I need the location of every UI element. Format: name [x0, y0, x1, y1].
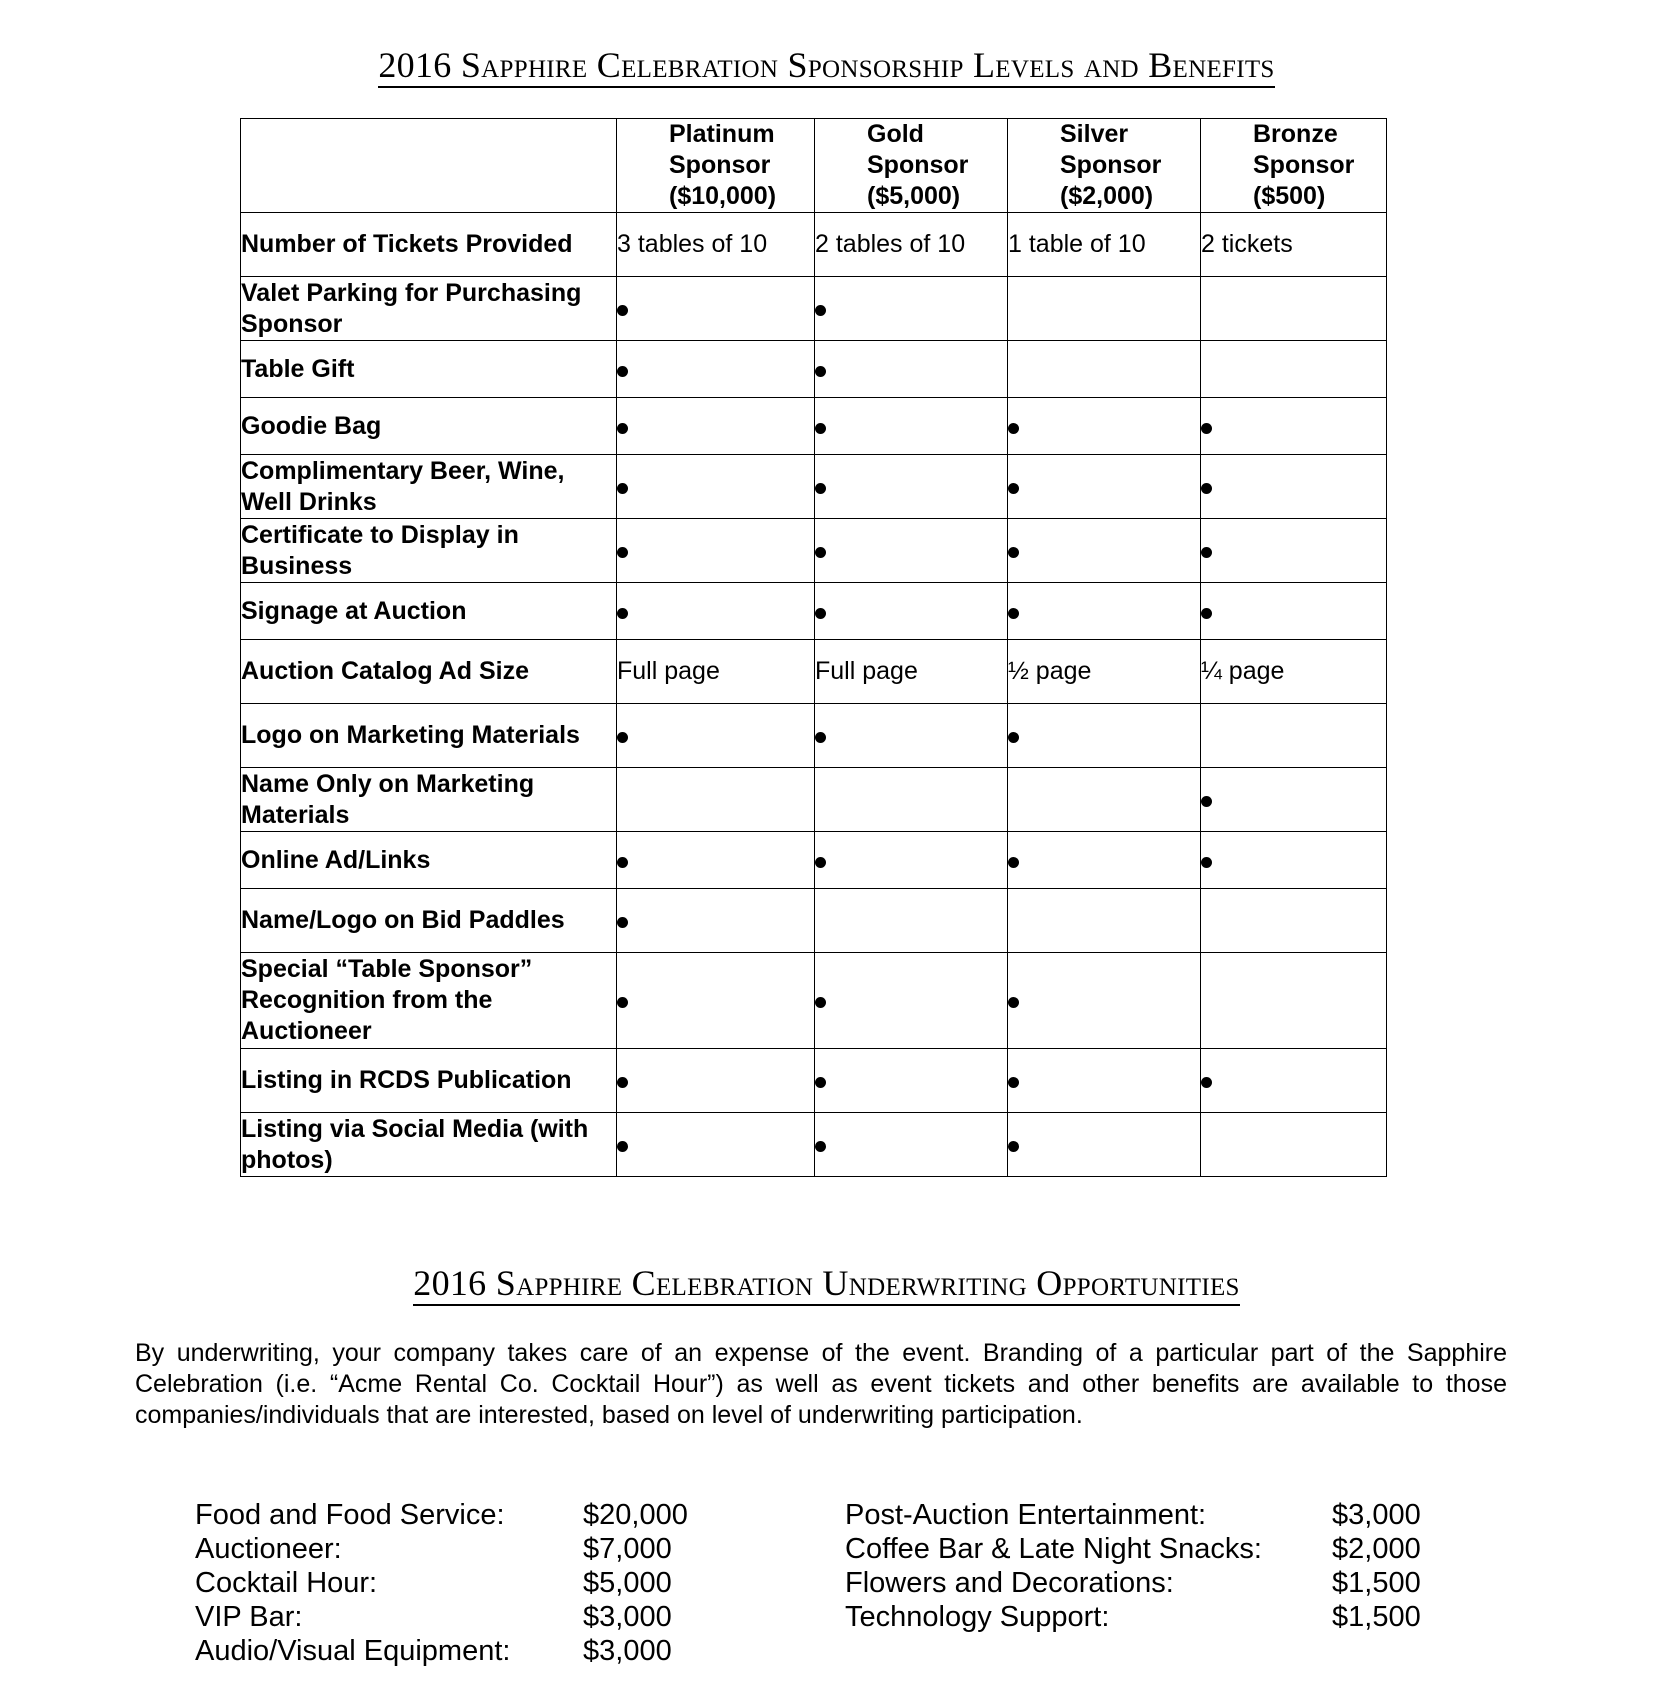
benefit-cell-gold	[815, 768, 1008, 832]
benefit-cell-silver	[1008, 277, 1201, 341]
benefit-cell-bronze	[1201, 1113, 1387, 1177]
underwriting-title	[0, 1262, 1653, 1304]
bullet-icon	[1008, 1141, 1019, 1152]
bullet-icon	[617, 1077, 628, 1088]
bullet-icon	[1201, 547, 1212, 558]
benefit-value-silver: 1 table of 10	[1008, 213, 1201, 277]
underwriting-item-amount: $20,000	[583, 1499, 688, 1531]
benefit-cell-gold	[815, 583, 1008, 640]
underwriting-item	[845, 1566, 1445, 1600]
underwriting-item-amount: $1,500	[1332, 1567, 1421, 1599]
benefit-value-bronze: ¼ page	[1201, 640, 1387, 704]
benefit-label: Valet Parking for Purchasing Sponsor	[241, 277, 617, 341]
underwriting-list-left	[195, 1498, 715, 1668]
benefit-value-gold: Full page	[815, 640, 1008, 704]
underwriting-item-label: Audio/Visual Equipment:	[195, 1635, 511, 1667]
table-corner-cell	[241, 119, 617, 213]
bullet-icon	[617, 423, 628, 434]
bullet-icon	[617, 483, 628, 494]
underwriting-item-label: Technology Support:	[845, 1601, 1110, 1633]
table-row	[241, 953, 1387, 1049]
table-row	[241, 704, 1387, 768]
benefit-cell-silver	[1008, 832, 1201, 889]
benefit-cell-silver	[1008, 889, 1201, 953]
table-row	[241, 768, 1387, 832]
table-row	[241, 640, 1387, 704]
underwriting-item-amount: $2,000	[1332, 1533, 1421, 1565]
underwriting-item-amount: $1,500	[1332, 1601, 1421, 1633]
benefit-value-gold: 2 tables of 10	[815, 213, 1008, 277]
bullet-icon	[815, 366, 826, 377]
level-header-platinum: Platinum Sponsor ($10,000)	[617, 119, 815, 213]
bullet-icon	[1201, 483, 1212, 494]
underwriting-title-text: 2016 Sapphire Celebration Underwriting Opportunities	[413, 1263, 1239, 1306]
underwriting-item	[845, 1600, 1445, 1634]
bullet-icon	[617, 732, 628, 743]
benefit-cell-bronze	[1201, 519, 1387, 583]
underwriting-intro: By underwriting, your company takes care of an expense of the event. Branding of a particular part of the Sapphire Celebration (i.e. “Acme Rental Co. Cocktail Hour”) as well as event tickets and other benefits are available to those companies/individuals that are interested, based on level of underwriting participation.	[135, 1339, 1507, 1429]
benefit-cell-platinum	[617, 704, 815, 768]
sponsorship-title	[0, 44, 1653, 86]
benefit-cell-gold	[815, 398, 1008, 455]
bullet-icon	[617, 997, 628, 1008]
benefit-cell-gold	[815, 832, 1008, 889]
table-row	[241, 832, 1387, 889]
table-row	[241, 1113, 1387, 1177]
benefit-cell-gold	[815, 704, 1008, 768]
bullet-icon	[1008, 732, 1019, 743]
benefit-cell-bronze	[1201, 341, 1387, 398]
underwriting-item-label: VIP Bar:	[195, 1601, 303, 1633]
table-row	[241, 1049, 1387, 1113]
benefit-label: Auction Catalog Ad Size	[241, 640, 617, 704]
bullet-icon	[617, 1141, 628, 1152]
underwriting-item	[195, 1634, 715, 1668]
benefit-label: Listing in RCDS Publication	[241, 1049, 617, 1113]
benefit-label: Listing via Social Media (with photos)	[241, 1113, 617, 1177]
benefit-value-platinum: 3 tables of 10	[617, 213, 815, 277]
bullet-icon	[1008, 1077, 1019, 1088]
benefit-cell-platinum	[617, 277, 815, 341]
benefit-cell-silver	[1008, 953, 1201, 1049]
bullet-icon	[815, 423, 826, 434]
underwriting-item	[845, 1498, 1445, 1532]
bullet-icon	[1201, 423, 1212, 434]
bullet-icon	[815, 732, 826, 743]
table-row	[241, 213, 1387, 277]
level-header-bronze: Bronze Sponsor ($500)	[1201, 119, 1387, 213]
bullet-icon	[815, 305, 826, 316]
table-row	[241, 583, 1387, 640]
benefit-label: Table Gift	[241, 341, 617, 398]
benefit-label: Certificate to Display in Business	[241, 519, 617, 583]
underwriting-item-amount: $3,000	[1332, 1499, 1421, 1531]
benefit-cell-platinum	[617, 398, 815, 455]
benefit-cell-bronze	[1201, 583, 1387, 640]
level-header-silver: Silver Sponsor ($2,000)	[1008, 119, 1201, 213]
bullet-icon	[1008, 423, 1019, 434]
benefit-value-silver: ½ page	[1008, 640, 1201, 704]
benefit-label: Complimentary Beer, Wine, Well Drinks	[241, 455, 617, 519]
sponsorship-table	[240, 118, 1387, 1177]
benefit-cell-bronze	[1201, 832, 1387, 889]
bullet-icon	[1008, 857, 1019, 868]
benefit-cell-bronze	[1201, 1049, 1387, 1113]
benefit-cell-bronze	[1201, 889, 1387, 953]
benefit-cell-bronze	[1201, 768, 1387, 832]
benefit-cell-silver	[1008, 1049, 1201, 1113]
underwriting-item	[845, 1532, 1445, 1566]
underwriting-item-amount: $7,000	[583, 1533, 672, 1565]
benefit-cell-gold	[815, 341, 1008, 398]
benefit-cell-platinum	[617, 953, 815, 1049]
underwriting-item	[195, 1566, 715, 1600]
bullet-icon	[815, 547, 826, 558]
underwriting-item-label: Auctioneer:	[195, 1533, 342, 1565]
benefit-label: Online Ad/Links	[241, 832, 617, 889]
benefit-label: Special “Table Sponsor” Recognition from the Auctioneer	[241, 953, 617, 1049]
benefit-cell-platinum	[617, 832, 815, 889]
benefit-cell-silver	[1008, 398, 1201, 455]
bullet-icon	[1201, 796, 1212, 807]
underwriting-list-right	[845, 1498, 1445, 1634]
bullet-icon	[617, 305, 628, 316]
bullet-icon	[815, 1141, 826, 1152]
benefit-cell-gold	[815, 953, 1008, 1049]
bullet-icon	[815, 857, 826, 868]
benefit-cell-bronze	[1201, 953, 1387, 1049]
table-row	[241, 398, 1387, 455]
benefit-label: Name Only on Marketing Materials	[241, 768, 617, 832]
benefit-cell-bronze	[1201, 704, 1387, 768]
benefit-cell-silver	[1008, 704, 1201, 768]
benefit-cell-platinum	[617, 583, 815, 640]
bullet-icon	[1008, 547, 1019, 558]
benefit-cell-gold	[815, 277, 1008, 341]
sponsorship-title-text: 2016 Sapphire Celebration Sponsorship Levels and Benefits	[378, 45, 1274, 88]
underwriting-item-label: Food and Food Service:	[195, 1499, 505, 1531]
benefit-cell-silver	[1008, 1113, 1201, 1177]
underwriting-item	[195, 1600, 715, 1634]
benefit-cell-platinum	[617, 1113, 815, 1177]
underwriting-item-amount: $3,000	[583, 1635, 672, 1667]
table-header-row	[241, 119, 1387, 213]
benefit-cell-bronze	[1201, 455, 1387, 519]
benefit-cell-platinum	[617, 455, 815, 519]
table-row	[241, 341, 1387, 398]
underwriting-item	[195, 1498, 715, 1532]
benefit-cell-silver	[1008, 455, 1201, 519]
bullet-icon	[617, 608, 628, 619]
underwriting-item-label: Post-Auction Entertainment:	[845, 1499, 1207, 1531]
underwriting-item	[195, 1532, 715, 1566]
benefit-cell-gold	[815, 455, 1008, 519]
benefit-cell-platinum	[617, 768, 815, 832]
bullet-icon	[815, 1077, 826, 1088]
table-row	[241, 455, 1387, 519]
benefit-label: Logo on Marketing Materials	[241, 704, 617, 768]
bullet-icon	[815, 608, 826, 619]
benefit-value-platinum: Full page	[617, 640, 815, 704]
underwriting-item-label: Coffee Bar & Late Night Snacks:	[845, 1533, 1262, 1565]
benefit-cell-gold	[815, 889, 1008, 953]
benefit-label: Signage at Auction	[241, 583, 617, 640]
benefit-cell-silver	[1008, 583, 1201, 640]
benefit-cell-silver	[1008, 768, 1201, 832]
bullet-icon	[1201, 1077, 1212, 1088]
underwriting-item-label: Flowers and Decorations:	[845, 1567, 1174, 1599]
underwriting-item-label: Cocktail Hour:	[195, 1567, 378, 1599]
benefit-cell-platinum	[617, 1049, 815, 1113]
level-header-gold: Gold Sponsor ($5,000)	[815, 119, 1008, 213]
benefit-cell-bronze	[1201, 277, 1387, 341]
benefit-label: Name/Logo on Bid Paddles	[241, 889, 617, 953]
bullet-icon	[815, 483, 826, 494]
benefit-cell-gold	[815, 1049, 1008, 1113]
benefit-cell-bronze	[1201, 398, 1387, 455]
bullet-icon	[617, 917, 628, 928]
benefit-cell-silver	[1008, 519, 1201, 583]
table-row	[241, 519, 1387, 583]
bullet-icon	[1201, 608, 1212, 619]
bullet-icon	[617, 366, 628, 377]
benefit-label: Goodie Bag	[241, 398, 617, 455]
bullet-icon	[617, 547, 628, 558]
benefit-cell-gold	[815, 1113, 1008, 1177]
table-row	[241, 277, 1387, 341]
benefit-cell-silver	[1008, 341, 1201, 398]
bullet-icon	[815, 997, 826, 1008]
bullet-icon	[617, 857, 628, 868]
benefit-label: Number of Tickets Provided	[241, 213, 617, 277]
benefit-cell-platinum	[617, 341, 815, 398]
bullet-icon	[1008, 997, 1019, 1008]
benefit-cell-platinum	[617, 519, 815, 583]
benefit-value-bronze: 2 tickets	[1201, 213, 1387, 277]
bullet-icon	[1008, 608, 1019, 619]
bullet-icon	[1201, 857, 1212, 868]
table-row	[241, 889, 1387, 953]
benefit-cell-platinum	[617, 889, 815, 953]
underwriting-item-amount: $5,000	[583, 1567, 672, 1599]
bullet-icon	[1008, 483, 1019, 494]
underwriting-item-amount: $3,000	[583, 1601, 672, 1633]
benefit-cell-gold	[815, 519, 1008, 583]
